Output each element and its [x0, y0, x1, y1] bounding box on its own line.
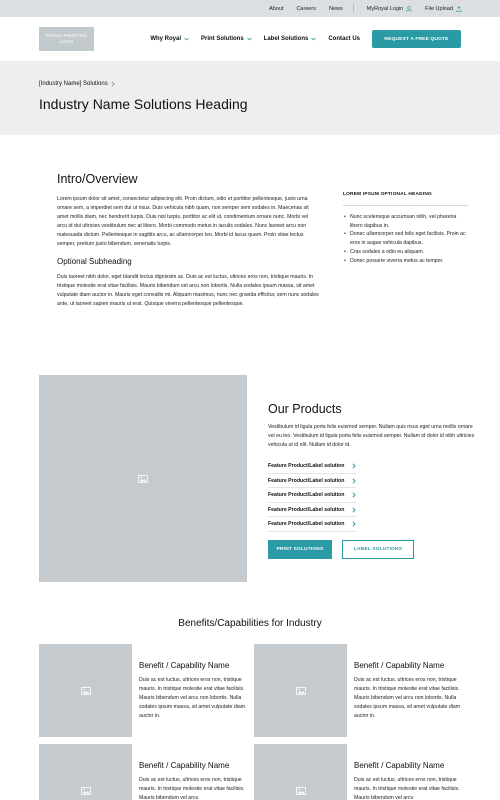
print-solutions-button[interactable]: PRINT SOLUTIONS — [268, 540, 332, 559]
utility-divider — [353, 4, 354, 13]
benefit-body: Duis ac est luctus, ultrices eros non, tristique mauris. In tristique molestie erat vitae facilisis. Mauris bibendum vel arcu non lobortis. Nulla sodales ipsum massa, sit amet vulputate diam auctor in. — [139, 677, 246, 719]
chevron-right-icon — [352, 521, 356, 527]
image-placeholder-icon — [138, 475, 148, 483]
product-link-label: Feature Product/Label solution — [268, 492, 345, 499]
benefit-card — [254, 744, 468, 800]
intro-heading: Intro/Overview — [57, 172, 138, 186]
utility-link-news[interactable]: News — [329, 5, 343, 12]
image-placeholder-icon — [296, 687, 306, 695]
list-item: • Donec ullamcorper sed felis eget facilisis. Proin ac eros in augue vehicula dapibus. — [343, 230, 468, 247]
image-placeholder-icon — [296, 787, 306, 795]
products-heading: Our Products — [268, 402, 342, 416]
logo-line-1: ROYAL PRINTING — [45, 33, 88, 39]
nav-print-solutions-label: Print Solutions — [200, 36, 244, 42]
myroyal-login-label: MyRoyal Login — [366, 5, 404, 12]
intro-body: Lorem ipsum dolor sit amet, consectetur adipiscing elit. Proin dictum, odio et porttitor pellentesque, justo urna ornare sem, a imperdiet sem dui ut risus. Duis vehicula nibh quam, non semper sem sodales in. Maecenas sit amet mollis diam, nec hendrerit turpis. Duis nisl turpis, porttitor ac elit ut, condimentum ornare nunc. Morbi vel arcu id dui ultricies vestibulum nec at libero. Morbi commodo metus in iaculis sodales. Nunc laoreet arcu non malesuada dictum. Pellentesque in sagittis arcu, ac ullamcorper leo. Morbi id lacus quam. Proin vitae lectus semper, pretium justo bibendum, venenatis turpis. — [57, 196, 309, 247]
benefit-body: Duis ac est luctus, ultrices eros non, tristique mauris. In tristique molestie erat vitae facilisis. Mauris bibendum vel arcu non lobortis. Nulla sodales ipsum massa, sit amet vulputate diam auctor in. — [354, 677, 461, 719]
products-list — [268, 459, 356, 532]
chevron-right-icon — [352, 478, 356, 484]
product-link[interactable] — [268, 459, 356, 474]
chevron-down-icon — [184, 37, 189, 41]
benefit-title: Benefit / Capability Name — [139, 661, 230, 670]
chevron-down-icon — [247, 37, 252, 41]
product-link[interactable] — [268, 474, 356, 489]
list-item: • Nunc scelerisque accumsan nibh, vel pharetra libero dapibus in. — [343, 213, 468, 230]
chevron-right-icon — [352, 507, 356, 513]
benefit-body: Duis ac est luctus, ultrices eros non, tristique mauris. In tristique molestie erat vitae facilisis. Mauris bibendum vel arcu — [354, 777, 460, 800]
benefit-card — [254, 644, 468, 737]
breadcrumb-link[interactable]: [Industry Name] Solutions — [39, 81, 108, 87]
list-item: • Cras sodales a odio eu aliquam. — [343, 248, 468, 257]
nav-label-solutions-label: Label Solutions — [263, 36, 309, 42]
benefit-card — [39, 644, 253, 737]
image-placeholder-icon — [81, 687, 91, 695]
utility-bar — [0, 0, 500, 17]
product-link-label: Feature Product/Label solution — [268, 521, 345, 528]
nav-label-solutions[interactable] — [264, 36, 317, 42]
main-nav — [138, 30, 461, 48]
user-icon — [406, 6, 412, 12]
benefit-image — [254, 744, 347, 800]
nav-contact-us[interactable] — [328, 36, 360, 42]
file-upload-label: File Upload — [425, 5, 453, 12]
benefit-image — [39, 744, 132, 800]
list-item: • Donec posuere viverra metus ac tempor. — [343, 257, 468, 266]
nav-contact-us-label: Contact Us — [328, 36, 360, 42]
chevron-right-icon — [352, 463, 356, 469]
chevron-right-icon — [111, 81, 115, 87]
products-image — [39, 375, 247, 582]
nav-print-solutions[interactable] — [201, 36, 252, 42]
products-body: Vestibulum id ligula porta felis euismod semper. Nullam quis risus eget urna mollis ornare vel eu leo. Vestibulum id ligula porta felis euismod semper. Nullam id dolor id nibh ultricies vehicula ut id elit. Nullam id dolor id. — [268, 424, 475, 448]
intro-body-2: Duis laoreet nibh dolor, eget blandit lectus dignissim ac. Duis ac est luctus, ultrices eros non, tristique mauris. In tristique molestie erat vitae facilisis. Mauris bibendum vel arcu non lobortis. Nulla sodales ipsum massa, sit amet vulputate diam auctor in. Mauris eget convallis mi. Aliquam maximus, nunc nec gravida efficitur, sem nunc sodales ante, ut laoreet sapien mauris ut erat. Quisque viverra pellentesque pellentesque. — [57, 274, 319, 308]
benefit-body: Duis ac est luctus, ultrices eros non, tristique mauris. In tristique molestie erat vitae facilisis. Mauris bibendum vel arcu — [139, 777, 245, 800]
sidebar-heading: LOREM IPSUM OPTIONAL HEADING — [343, 192, 468, 206]
utility-link-about[interactable]: About — [269, 5, 284, 12]
benefit-image — [39, 644, 132, 737]
benefits-heading: Benefits/Capabilities for Industry — [178, 618, 322, 629]
sidebar-list — [343, 213, 468, 265]
intro-section — [57, 172, 319, 309]
site-header — [0, 17, 500, 61]
products-section — [268, 402, 478, 559]
chevron-right-icon — [352, 492, 356, 498]
benefit-image — [254, 644, 347, 737]
breadcrumb — [39, 81, 461, 87]
product-link-label: Feature Product/Label solution — [268, 463, 345, 470]
upload-icon — [456, 6, 462, 12]
products-buttons — [268, 540, 478, 559]
product-link[interactable] — [268, 503, 356, 518]
image-placeholder-icon — [81, 787, 91, 795]
product-link-label: Feature Product/Label solution — [268, 477, 345, 484]
nav-why-royal-label: Why Royal — [150, 36, 181, 42]
file-upload-link[interactable] — [425, 6, 462, 12]
benefit-title: Benefit / Capability Name — [354, 661, 445, 670]
benefit-title: Benefit / Capability Name — [354, 761, 445, 770]
myroyal-login-link[interactable] — [367, 6, 412, 12]
product-link-label: Feature Product/Label solution — [268, 506, 345, 513]
product-link[interactable] — [268, 488, 356, 503]
chevron-down-icon — [311, 37, 316, 41]
label-solutions-button[interactable]: LABEL SOLUTIONS — [342, 540, 414, 559]
request-quote-button[interactable]: REQUEST A FREE QUOTE — [372, 30, 461, 48]
benefit-card — [39, 744, 253, 800]
benefit-title: Benefit / Capability Name — [139, 761, 230, 770]
hero-banner — [0, 61, 500, 135]
royal-printing-logo[interactable] — [39, 27, 94, 51]
utility-link-careers[interactable]: Careers — [296, 5, 317, 12]
sidebar-box — [343, 192, 468, 265]
product-link[interactable] — [268, 517, 356, 532]
intro-subheading: Optional Subheading — [57, 257, 132, 267]
nav-why-royal[interactable] — [150, 36, 189, 42]
logo-line-2: LOGO — [59, 39, 74, 44]
page-title: Industry Name Solutions Heading — [39, 96, 248, 112]
